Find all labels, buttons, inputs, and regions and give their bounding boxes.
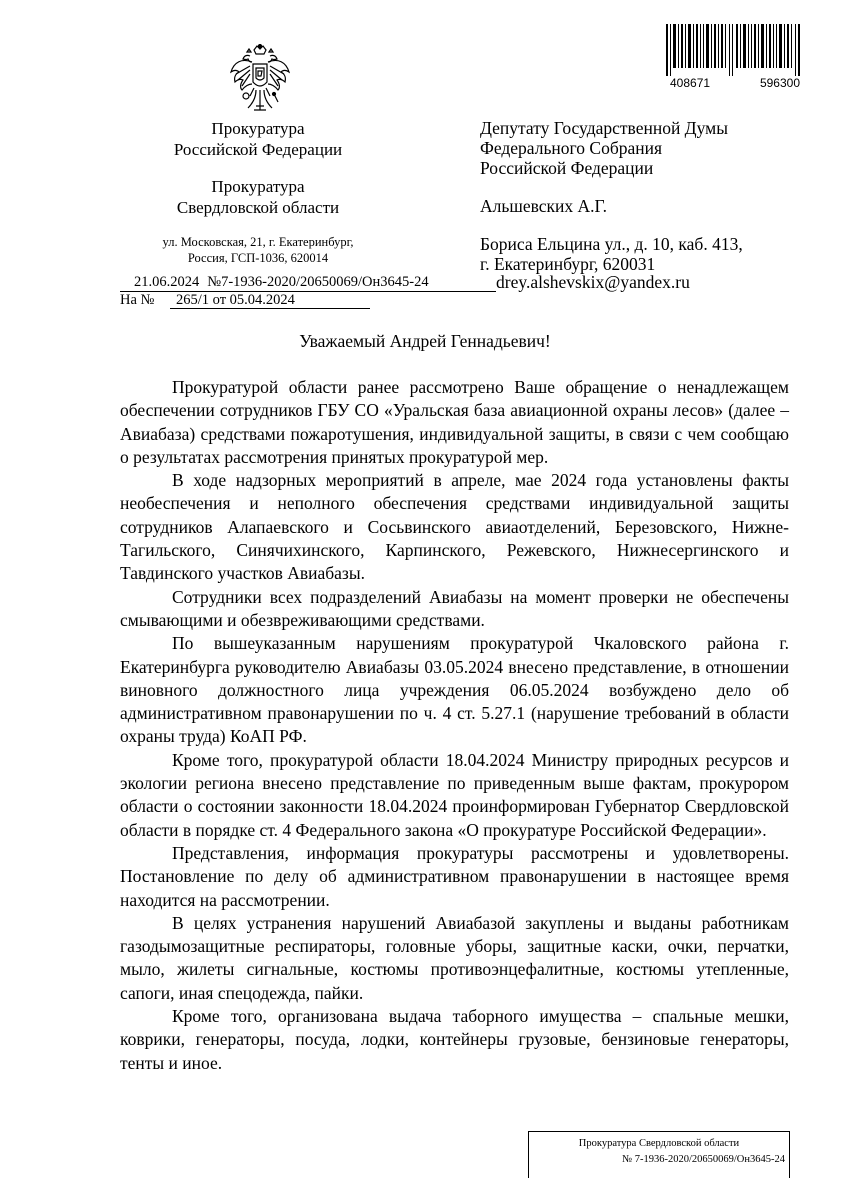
stamp-number: № 7-1936-2020/20650069/Он3645-24 xyxy=(622,1154,785,1165)
recipient-address xyxy=(480,234,820,274)
body-paragraph: Прокуратурой области ранее рассмотрено Ваше обращение о ненадлежащем обеспечении сотрудников ГБУ СО «Уральская база авиационной охраны лесов» (далее – Авиабаза) средствами пожаротушения, индивидуальной защиты, в связи с чем сообщаю о результатах рассмотрения принятых прокуратурой мер. xyxy=(120,377,789,467)
recipient-title-line: Федерального Собрания xyxy=(480,138,663,158)
recipient-title xyxy=(480,118,820,178)
sender-org-line: Прокуратура xyxy=(211,119,305,138)
barcode-right-number: 596300 xyxy=(759,76,800,90)
document-reference xyxy=(120,274,496,292)
barcode xyxy=(666,24,802,76)
sender-suborg-line: Свердловской области xyxy=(176,198,340,217)
document-number-prefix: № xyxy=(207,274,222,290)
body-paragraph: Представления, информация прокуратуры рассмотрены и удовлетворены. Постановление по делу об административном правонарушении в настоящее время находится на рассмотрении. xyxy=(120,842,789,910)
letter-body xyxy=(120,376,789,1075)
body-paragraph: Кроме того, организована выдача таборного имущества – спальные мешки, коврики, генераторы, посуда, лодки, контейнеры грузовые, бензиновые генераторы, тенты и иное. xyxy=(120,1006,789,1073)
recipient-address-line: г. Екатеринбург, 620031 xyxy=(480,254,656,274)
body-paragraph: В ходе надзорных мероприятий в апреле, мае 2024 года установлены факты необеспечения и неполного обеспечения средствами индивидуальной защиты сотрудников Алапаевского и Сосьвинского авиаотделений, Березовского, Нижне-Тагильского, Синячихинского, Карпинского, Режевского, Нижнесергинского и Тавдинского участков Авиабазы. xyxy=(120,470,789,584)
sender-address xyxy=(108,234,408,266)
sender-suborg-line: Прокуратура xyxy=(211,177,305,196)
recipient-title-line: Российской Федерации xyxy=(480,158,654,178)
recipient-block xyxy=(480,118,820,274)
barcode-numbers xyxy=(670,76,800,90)
barcode-left-number: 408671 xyxy=(670,76,711,90)
sender-organization xyxy=(108,118,408,160)
body-paragraph: По вышеуказанным нарушениям прокуратурой Чкаловского района г. Екатеринбурга руководителю Авиабазы 03.05.2024 внесено представление, в отношении виновного должностного лица учреждения 06.05.2024 возбуждено дело об административном правонарушении по ч. 4 ст. 5.27.1 (нарушение требований в области охраны труда) КоАП РФ. xyxy=(120,633,789,747)
sender-address-line: ул. Московская, 21, г. Екатеринбург, xyxy=(162,235,354,249)
recipient-name: Альшевских А.Г. xyxy=(480,196,608,216)
document-date: 21.06.2024 xyxy=(134,274,200,290)
body-paragraph: Сотрудники всех подразделений Авиабазы на момент проверки не обеспечены смывающими и обезвреживающими средствами. xyxy=(120,586,789,630)
recipient-title-line: Депутату Государственной Думы xyxy=(480,118,728,138)
sender-org-line: Российской Федерации xyxy=(173,140,343,159)
reply-to-value: 265/1 от 05.04.2024 xyxy=(176,292,295,308)
sender-suborganization xyxy=(108,176,408,218)
stamp-title: Прокуратура Свердловской области xyxy=(578,1138,740,1149)
coat-of-arms-emblem xyxy=(228,44,292,116)
sender-address-line: Россия, ГСП-1036, 620014 xyxy=(187,251,329,265)
document-number: 7-1936-2020/20650069/Он3645-24 xyxy=(221,274,429,290)
body-paragraph: Кроме того, прокуратурой области 18.04.2024 Министру природных ресурсов и экологии региона внесено представление по приведенным выше фактам, прокурором области о состоянии законности 18.04.2024 проинформирован Губернатор Свердловской области в порядке ст. 4 Федерального закона «О прокуратуре Российской Федерации». xyxy=(120,749,789,840)
recipient-email: drey.alshevskix@yandex.ru xyxy=(496,272,690,292)
registration-stamp xyxy=(528,1131,790,1178)
reply-to-label: На № xyxy=(120,292,155,308)
body-paragraph: В целях устранения нарушений Авиабазой закуплены и выданы работникам газодымозащитные респираторы, головные уборы, защитные каски, очки, перчатки, мыло, жилеты сигнальные, костюмы противоэнцефалитные, костюмы утепленные, сапоги, иная спецодежда, пайки. xyxy=(120,912,789,1003)
recipient-address-line: Бориса Ельцина ул., д. 10, каб. 413, xyxy=(480,234,743,254)
salutation: Уважаемый Андрей Геннадьевич! xyxy=(299,331,551,351)
reply-to-reference xyxy=(170,292,370,309)
